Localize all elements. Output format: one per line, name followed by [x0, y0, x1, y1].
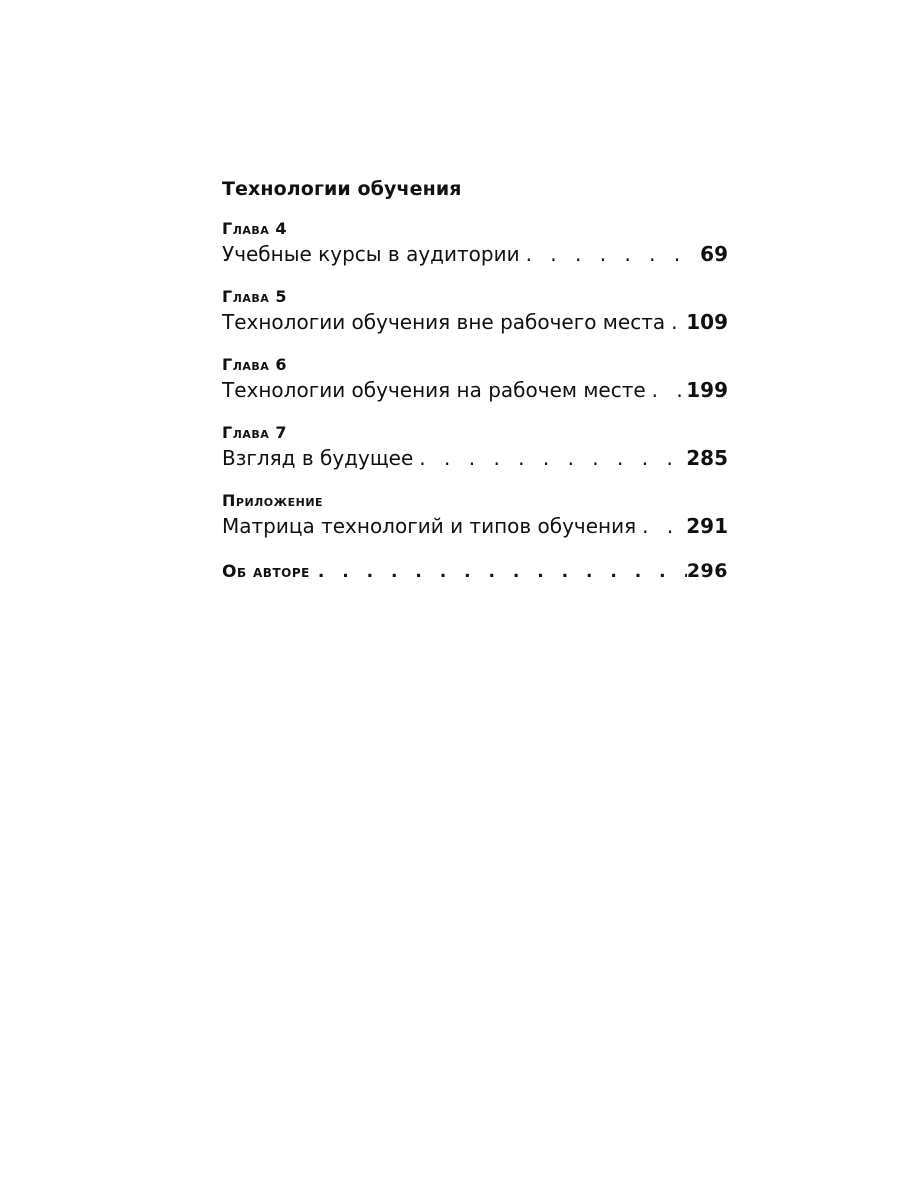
chapter-label: Глава 6 — [222, 355, 287, 374]
chapter-label: Глава 5 — [222, 287, 287, 306]
dot-leader — [646, 376, 687, 404]
entry-page-number: 291 — [686, 514, 728, 538]
entry-title: Технологии обучения вне рабочего места — [222, 310, 666, 334]
toc-about-author[interactable] — [222, 558, 728, 585]
toc-entry[interactable] — [222, 444, 728, 472]
entry-page-number: 199 — [686, 378, 728, 402]
toc-chapter-4[interactable] — [222, 218, 728, 268]
entry-title: Матрица технологий и типов обучения — [222, 514, 637, 538]
entry-title: Взгляд в будущее — [222, 446, 414, 470]
toc-chapter-7[interactable] — [222, 422, 728, 472]
dot-leader — [665, 308, 686, 336]
part-title: Технологии обучения — [222, 178, 462, 200]
entry-page-number: 296 — [686, 560, 728, 582]
dot-leader — [413, 444, 686, 472]
toc-entry[interactable] — [222, 240, 728, 268]
entry-page-number: 285 — [686, 446, 728, 470]
entry-title: Об авторе — [222, 562, 310, 582]
toc-appendix[interactable] — [222, 490, 728, 540]
chapter-label: Глава 4 — [222, 219, 287, 238]
dot-leader — [636, 512, 686, 540]
toc-entry[interactable] — [222, 512, 728, 540]
chapter-label: Глава 7 — [222, 423, 287, 442]
chapter-label: Приложение — [222, 491, 324, 510]
toc-chapter-5[interactable] — [222, 286, 728, 336]
toc-entry[interactable] — [222, 376, 728, 404]
dot-leader — [310, 559, 687, 585]
entry-page-number: 69 — [700, 242, 728, 266]
toc-chapter-6[interactable] — [222, 354, 728, 404]
dot-leader — [520, 240, 701, 268]
entry-title: Учебные курсы в аудитории — [222, 242, 520, 266]
toc-entry[interactable] — [222, 308, 728, 336]
table-of-contents — [222, 178, 728, 585]
entry-page-number: 109 — [686, 310, 728, 334]
entry-title: Технологии обучения на рабочем месте — [222, 378, 646, 402]
